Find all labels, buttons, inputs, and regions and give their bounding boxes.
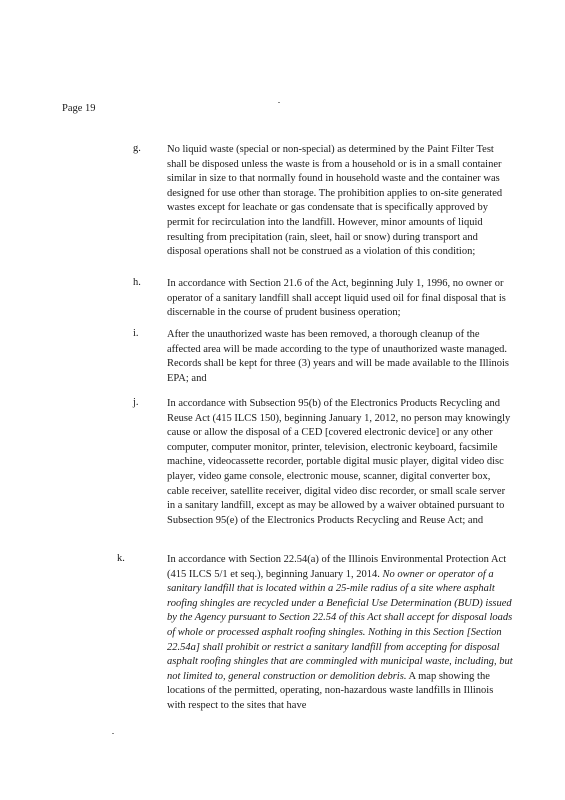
paragraph-i: After the unauthorized waste has been removed, a thorough cleanup of the affected area will be made according to the type of unauthorized waste managed. Records shall be kept for three (3) years and will be made available to the Illinois EPA; and [167,329,510,384]
list-marker: g. [133,143,141,154]
paragraph-g: No liquid waste (special or non-special) as determined by the Paint Filter Test shall be disposed unless the waste is from a household or is in a small container similar in size to that normally found in household waste and the container was designed for use other than storage. The prohibition applies to on-site generated wastes except for leachate or gas condensate that is specifically approved by permit for recirculation into the landfill. However, minor amounts of liquid resulting from precipitation (rain, sleet, hail or snow) during transport and disposal operations shall not be construed as a violation of this condition; [167,144,503,258]
paragraph-k-quoted-statute: No owner or operator of a sanitary landfill that is located within a 25-mile radius of a site where asphalt roofing shingles are recycled under a Beneficial Use Determination (BUD) issued by the Agency pursuant to Section 22.54 of this Act shall accept for disposal loads of whole or processed asphalt roofing shingles. Nothing in this Section [Section 22.54a] shall prohibit or restrict a sanitary landfill from accepting for disposal asphalt roofing shingles that are commingled with municipal waste, including, but not limited to, general construction or demolition debris. [167,568,513,682]
list-marker: k. [117,553,125,564]
page-number: Page 19 [62,103,96,114]
list-marker: h. [133,277,141,288]
scan-speck [112,733,114,734]
list-marker: j. [133,397,139,408]
paragraph-k-continuation: A map showing the locations of the permitted, operating, non-hazardous waste landfills in Illinois with respect to the sites that have [167,670,494,711]
paragraph-h: In accordance with Section 21.6 of the Act, beginning July 1, 1996, no owner or operator of a sanitary landfill shall accept liquid used oil for final disposal that is discernable in the course of prudent business operation; [167,278,506,319]
list-marker: i. [133,328,139,339]
paragraph-k-intro: In accordance with Section 22.54(a) of the Illinois Environmental Protection Act (415 ILCS 5/1 et seq.), beginning January 1, 2014. [167,554,507,580]
paragraph-j: In accordance with Subsection 95(b) of the Electronics Products Recycling and Reuse Act (415 ILCS 150), beginning January 1, 2012, no person may knowingly cause or allow the disposal of a CED [covered electronic device] or any other computer, computer monitor, printer, television, electronic keyboard, facsimile machine, videocassette recorder, portable digital music player, digital video disc player, video game console, electronic mouse, scanner, digital converter box, cable receiver, satellite receiver, digital video disc recorder, or small scale server in a sanitary landfill, except as may be allowed by a waiver obtained pursuant to Subsection 95(e) of the Electronics Products Recycling and Reuse Act; and [167,398,511,526]
paragraph-k [167,553,513,714]
scan-speck [278,102,280,103]
